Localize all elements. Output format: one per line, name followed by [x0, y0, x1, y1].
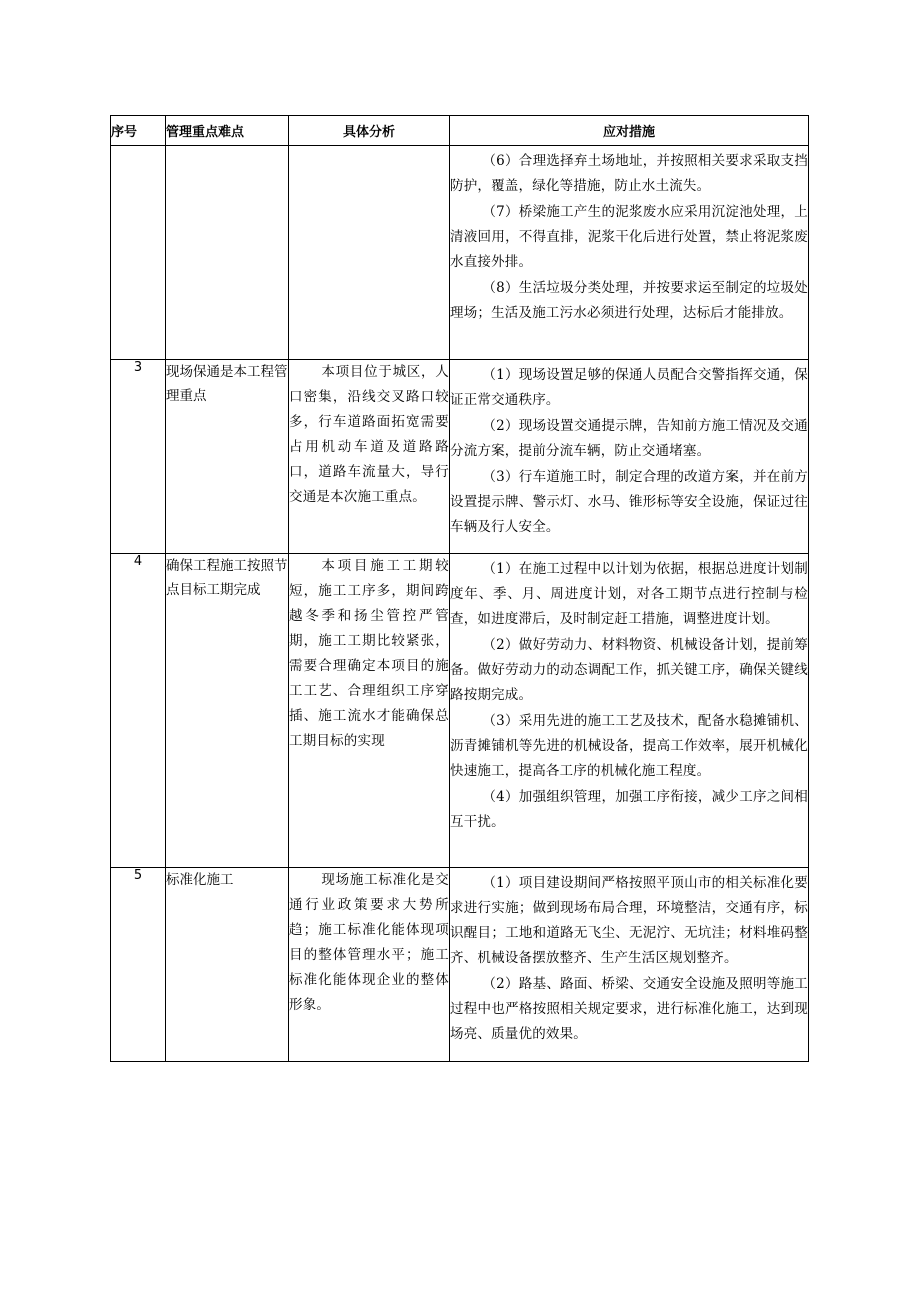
- row-index: 3: [111, 360, 166, 554]
- table-row: [111, 146, 809, 360]
- row-measures: [450, 554, 809, 868]
- header-analysis: 具体分析: [289, 116, 450, 146]
- row-index: [111, 146, 166, 360]
- row-measures: [450, 146, 809, 360]
- measure-item: （7）桥梁施工产生的泥浆废水应采用沉淀池处理，上清液回用，不得直排，泥浆干化后进行处置，禁止将泥浆废水直接外排。: [450, 204, 808, 270]
- measure-item: （1）项目建设期间严格按照平顶山市的相关标准化要求进行实施；做到现场布局合理，环境整洁，交通有序，标识醒目；工地和道路无飞尘、无泥泞、无坑洼；材料堆码整齐、机械设备摆放整齐、生产生活区规划整齐。: [450, 875, 808, 966]
- row-key-point: 标准化施工: [166, 868, 289, 1062]
- row-analysis: [289, 146, 450, 360]
- measure-item: （3）采用先进的施工工艺及技术，配备水稳摊铺机、沥青摊铺机等先进的机械设备，提高工作效率，展开机械化快速施工，提高各工序的机械化施工程度。: [450, 713, 808, 779]
- table-row: [111, 360, 809, 554]
- row-index: 5: [111, 868, 166, 1062]
- header-measures: 应对措施: [450, 116, 809, 146]
- measure-item: （3）行车道施工时，制定合理的改道方案，并在前方设置提示牌、警示灯、水马、锥形标等安全设施，保证过往车辆及行人安全。: [450, 469, 808, 535]
- row-index: 4: [111, 554, 166, 868]
- measure-item: （2）做好劳动力、材料物资、机械设备计划，提前筹备。做好劳动力的动态调配工作，抓关键工序，确保关键线路按期完成。: [450, 637, 808, 703]
- row-key-point: 确保工程施工按照节点目标工期完成: [166, 554, 289, 868]
- measure-item: （2）现场设置交通提示牌，告知前方施工情况及交通分流方案，提前分流车辆，防止交通堵塞。: [450, 418, 808, 459]
- measure-item: （6）合理选择弃土场地址，并按照相关要求采取支挡防护，覆盖，绿化等措施，防止水土流失。: [450, 153, 808, 194]
- measure-item: （1）在施工过程中以计划为依据，根据总进度计划制度年、季、月、周进度计划，对各工期节点进行控制与检查，如进度滞后，及时制定赶工措施，调整进度计划。: [450, 561, 808, 627]
- measure-item: （2）路基、路面、桥梁、交通安全设施及照明等施工过程中也严格按照相关规定要求，进行标准化施工，达到现场亮、质量优的效果。: [450, 976, 808, 1042]
- row-key-point: [166, 146, 289, 360]
- header-key-point: 管理重点难点: [166, 116, 289, 146]
- row-analysis: 现场施工标准化是交通行业政策要求大势所趋；施工标准化能体现项目的整体管理水平；施工标准化能体现企业的整体形象。: [289, 868, 450, 1062]
- measure-item: （1）现场设置足够的保通人员配合交警指挥交通，保证正常交通秩序。: [450, 367, 808, 408]
- row-measures: [450, 360, 809, 554]
- row-measures: [450, 868, 809, 1062]
- management-table: [110, 115, 809, 1062]
- header-index: 序号: [111, 116, 166, 146]
- table-row: [111, 868, 809, 1062]
- row-key-point: 现场保通是本工程管理重点: [166, 360, 289, 554]
- measure-item: （8）生活垃圾分类处理，并按要求运至制定的垃圾处理场；生活及施工污水必须进行处理，达标后才能排放。: [450, 280, 808, 321]
- row-analysis: 本项目施工工期较短，施工工序多，期间跨越冬季和扬尘管控严管期，施工工期比较紧张，需要合理确定本项目的施工工艺、合理组织工序穿插、施工流水才能确保总工期目标的实现: [289, 554, 450, 868]
- measure-item: （4）加强组织管理，加强工序衔接，减少工序之间相互干扰。: [450, 789, 808, 830]
- header-row: [111, 116, 809, 146]
- table-row: [111, 554, 809, 868]
- row-analysis: 本项目位于城区，人口密集，沿线交叉路口较多，行车道路面拓宽需要占用机动车道及道路路口，道路车流量大，导行交通是本次施工重点。: [289, 360, 450, 554]
